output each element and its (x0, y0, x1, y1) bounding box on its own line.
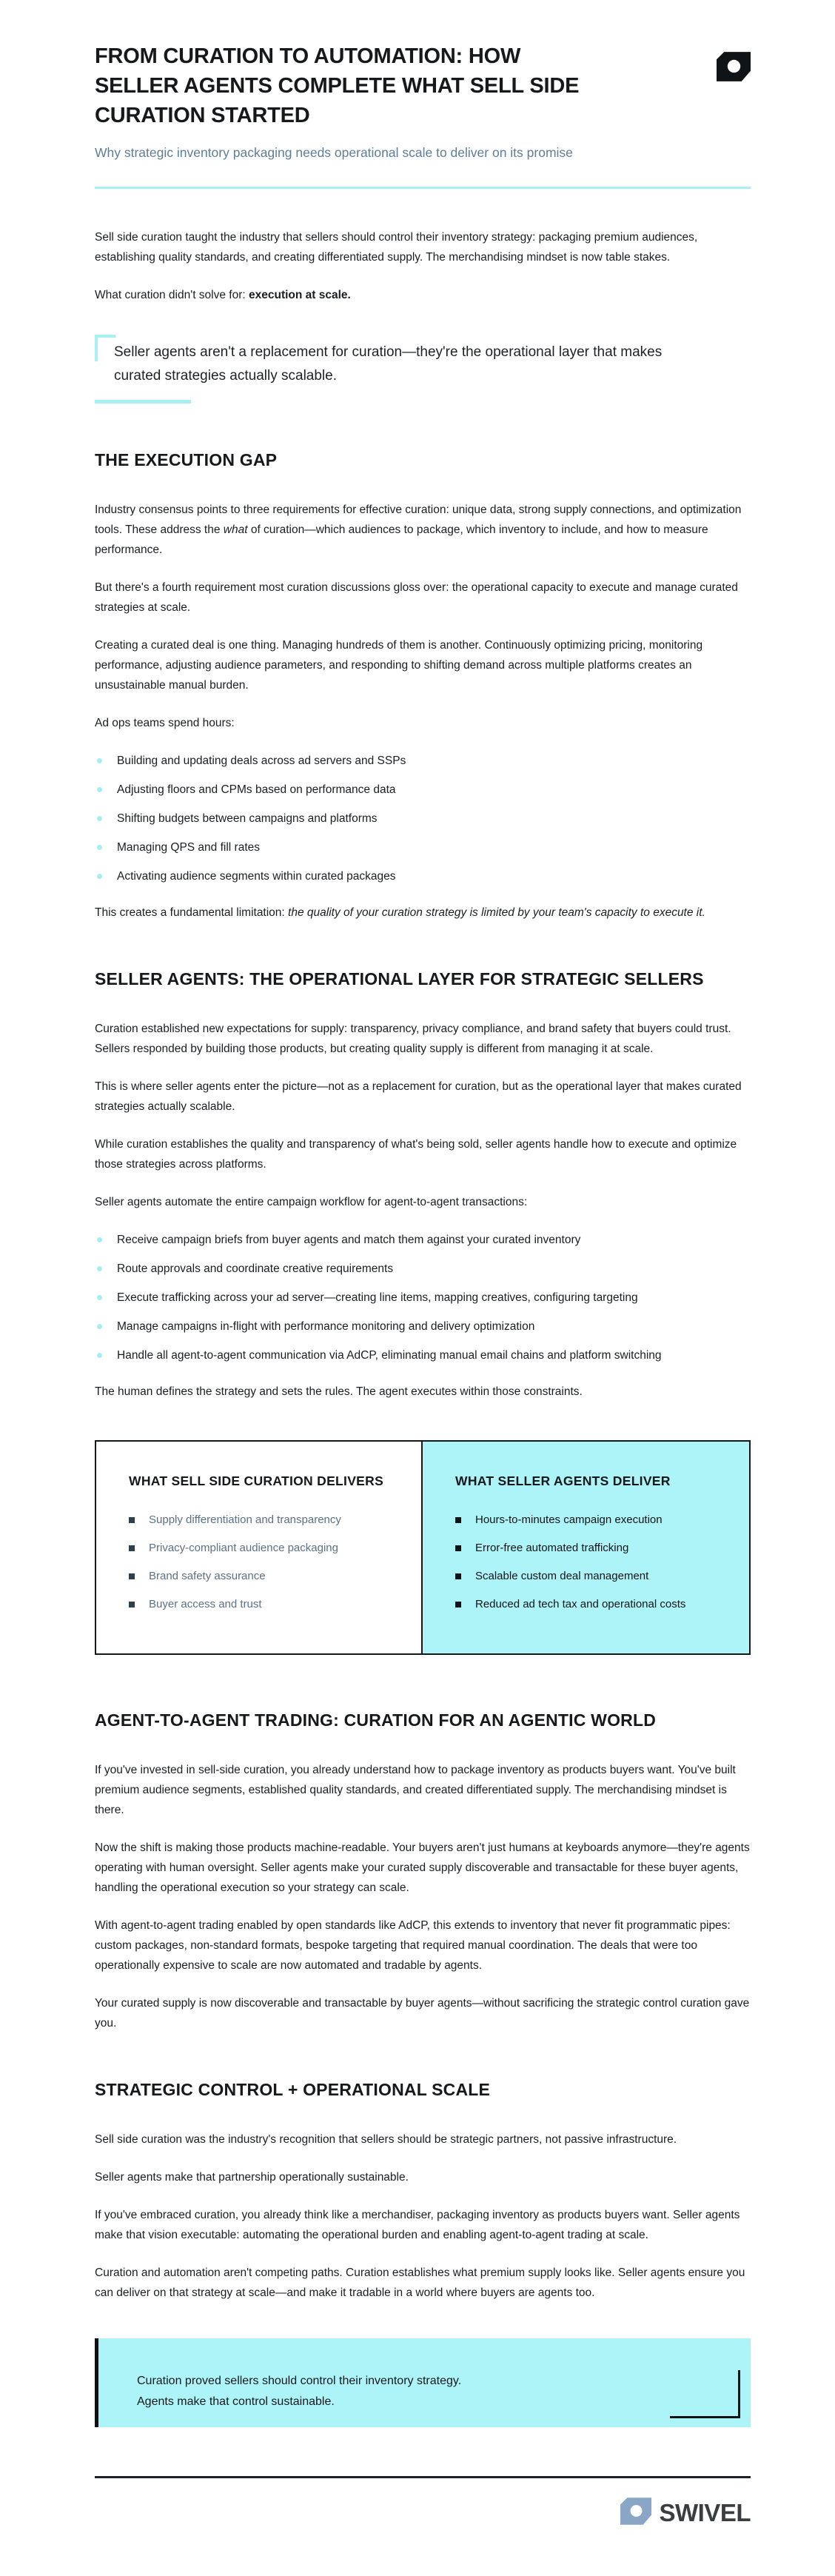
execution-gap-paragraph-4: Ad ops teams spend hours: (95, 717, 235, 729)
section-heading-seller-agents: SELLER AGENTS: THE OPERATIONAL LAYER FOR STRATEGIC SELLERS (95, 969, 704, 988)
page-title (95, 41, 579, 130)
list-item: Scalable custom deal management (455, 1568, 720, 1585)
intro-paragraph-1: Sell side curation taught the industry that sellers should control their inventory strategy: packaging premium audiences, establishing quality standards, and creating differentiated supply. The merchandising mindset is now table stakes. (95, 231, 698, 264)
list-item: Supply differentiation and transparency (129, 1511, 392, 1529)
comparison-right-column (423, 1442, 749, 1653)
execution-gap-paragraph-2: But there's a fourth requirement most curation discussions gloss over: the operational capacity to execute and manage curated strategies at scale. (95, 581, 738, 614)
comparison-right-list (455, 1511, 720, 1613)
intro-paragraph-2 (95, 285, 751, 305)
comparison-table (95, 1440, 751, 1655)
list-item: Building and updating deals across ad servers and SSPs (95, 751, 751, 771)
swivel-wordmark: SWIVEL (659, 2499, 751, 2526)
comparison-left-column (96, 1442, 423, 1653)
page-footer (95, 2476, 751, 2576)
agentic-paragraph-3: With agent-to-agent trading enabled by open standards like AdCP, this extends to inventory that never fit programmatic pipes: custom packages, non-standard formats, bespoke targeting that required manual coordination. The deals that were too operationally expensive to scale are now automated and tradable by agents. (95, 1919, 731, 1972)
list-item: Privacy-compliant audience packaging (129, 1539, 392, 1557)
seller-agents-paragraph-1: Curation established new expectations for supply: transparency, privacy compliance, and brand safety that buyers could trust. Sellers responded by building those products, but creating quality supply is different from managing it at scale. (95, 1023, 731, 1055)
article-body (95, 227, 751, 2427)
callout-corner-bracket (670, 2370, 740, 2418)
pull-quote-underline (95, 400, 191, 404)
list-item: Hours-to-minutes campaign execution (455, 1511, 720, 1529)
pull-quote (95, 333, 751, 404)
list-item: Adjusting floors and CPMs based on performance data (95, 780, 751, 800)
callout-line-1: Curation proved sellers should control their inventory strategy. (137, 2375, 462, 2387)
section-heading-agentic: AGENT-TO-AGENT TRADING: CURATION FOR AN AGENTIC WORLD (95, 1710, 657, 1730)
swivel-footer-logo-icon (620, 2498, 651, 2529)
swivel-logo-icon (717, 52, 751, 85)
list-item: Activating audience segments within curated packages (95, 866, 751, 886)
execution-gap-paragraph-1-text: Industry consensus points to three requirements for effective curation: unique data, strong supply connections, and optimization tools. These address the (95, 504, 742, 536)
accent-divider (95, 187, 751, 189)
agentic-paragraph-1: If you've invested in sell-side curation, you already understand how to package inventory as products buyers want. You've built premium audience segments, established quality standards, and created differentiated supply. The merchandising mindset is there. (95, 1764, 736, 1816)
list-item: Handle all agent-to-agent communication via AdCP, eliminating manual email chains and platform switching (95, 1345, 751, 1365)
seller-agents-paragraph-4: Seller agents automate the entire campaign workflow for agent-to-agent transactions: (95, 1196, 528, 1208)
footer-divider (95, 2476, 751, 2478)
comparison-left-heading: WHAT SELL SIDE CURATION DELIVERS (129, 1473, 384, 1488)
ad-ops-task-list (95, 751, 751, 886)
execution-gap-paragraph-5 (95, 903, 751, 923)
page-title-line-2: SELLER AGENTS COMPLETE WHAT SELL SIDE (95, 74, 580, 98)
execution-gap-paragraph-1-italic: what (223, 523, 248, 536)
agentic-paragraph-2: Now the shift is making those products machine-readable. Your buyers aren't just humans at keyboards anymore—they're agents operating with human oversight. Seller agents make your curated supply discoverable and transactable for these buyer agents, handling the operational execution so your strategy can scale. (95, 1841, 750, 1894)
list-item: Buyer access and trust (129, 1596, 392, 1613)
list-item: Shifting budgets between campaigns and platforms (95, 809, 751, 829)
page-subtitle: Why strategic inventory packaging needs operational scale to deliver on its promise (95, 145, 573, 160)
comparison-right-heading: WHAT SELLER AGENTS DELIVER (455, 1473, 671, 1488)
seller-agents-paragraph-2: This is where seller agents enter the picture—not as a replacement for curation, but as the operational layer that makes curated strategies actually scalable. (95, 1080, 742, 1113)
workflow-list (95, 1230, 751, 1365)
strategic-paragraph-2: Seller agents make that partnership operationally sustainable. (95, 2171, 409, 2184)
execution-gap-paragraph-3: Creating a curated deal is one thing. Managing hundreds of them is another. Continuously optimizing pricing, monitoring performance, adjusting audience parameters, and responding to shifting demand across multiple platforms creates an unsustainable manual burden. (95, 639, 703, 692)
section-heading-execution-gap: THE EXECUTION GAP (95, 450, 278, 469)
closing-callout (95, 2338, 751, 2427)
list-item: Reduced ad tech tax and operational costs (455, 1596, 720, 1613)
section-heading-strategic: STRATEGIC CONTROL + OPERATIONAL SCALE (95, 2080, 491, 2099)
execution-gap-paragraph-5-italic: the quality of your curation strategy is limited by your team's capacity to execute it. (288, 906, 705, 919)
list-item: Managing QPS and fill rates (95, 837, 751, 857)
brand-lockup (95, 2498, 751, 2576)
callout-line-2: Agents make that control sustainable. (137, 2395, 335, 2408)
seller-agents-paragraph-5: The human defines the strategy and sets the rules. The agent executes within those constraints. (95, 1385, 583, 1398)
list-item: Brand safety assurance (129, 1568, 392, 1585)
comparison-left-list (129, 1511, 392, 1613)
callout-text (137, 2371, 662, 2412)
strategic-paragraph-1: Sell side curation was the industry's recognition that sellers should be strategic partners, not passive infrastructure. (95, 2133, 677, 2146)
list-item: Route approvals and coordinate creative requirements (95, 1259, 751, 1279)
pull-quote-text: Seller agents aren't a replacement for curation—they're the operational layer that makes curated strategies actually scalable. (114, 344, 663, 384)
list-item: Execute trafficking across your ad server—creating line items, mapping creatives, configuring targeting (95, 1288, 751, 1308)
agentic-paragraph-4: Your curated supply is now discoverable and transactable by buyer agents—without sacrificing the strategic control curation gave you. (95, 1997, 750, 2030)
execution-gap-paragraph-1 (95, 500, 751, 560)
intro-paragraph-2-bold: execution at scale. (249, 289, 351, 301)
strategic-paragraph-4: Curation and automation aren't competing paths. Curation establishes what premium supply looks like. Seller agents ensure you can deliver on that strategy at scale—and make it tradable in a world where buyers are agents too. (95, 2266, 745, 2299)
list-item: Manage campaigns in-flight with performance monitoring and delivery optimization (95, 1317, 751, 1336)
page-title-line-1: FROM CURATION TO AUTOMATION: HOW (95, 44, 521, 68)
execution-gap-paragraph-1-rest: of curation—which audiences to package, which inventory to include, and how to measure performance. (95, 523, 708, 556)
page-title-line-3: CURATION STARTED (95, 104, 310, 127)
intro-paragraph-2-text: What curation didn't solve for: (95, 289, 249, 301)
strategic-paragraph-3: If you've embraced curation, you already think like a merchandiser, packaging inventory as products buyers want. Seller agents make that vision executable: automating the operational burden and enabling agent-to-agent trading at scale. (95, 2209, 740, 2241)
masthead (95, 41, 751, 130)
list-item: Error-free automated trafficking (455, 1539, 720, 1557)
execution-gap-paragraph-5-text: This creates a fundamental limitation: (95, 906, 289, 919)
list-item: Receive campaign briefs from buyer agents and match them against your curated inventory (95, 1230, 751, 1250)
seller-agents-paragraph-3: While curation establishes the quality and transparency of what's being sold, seller agents handle how to execute and optimize those strategies across platforms. (95, 1138, 737, 1171)
